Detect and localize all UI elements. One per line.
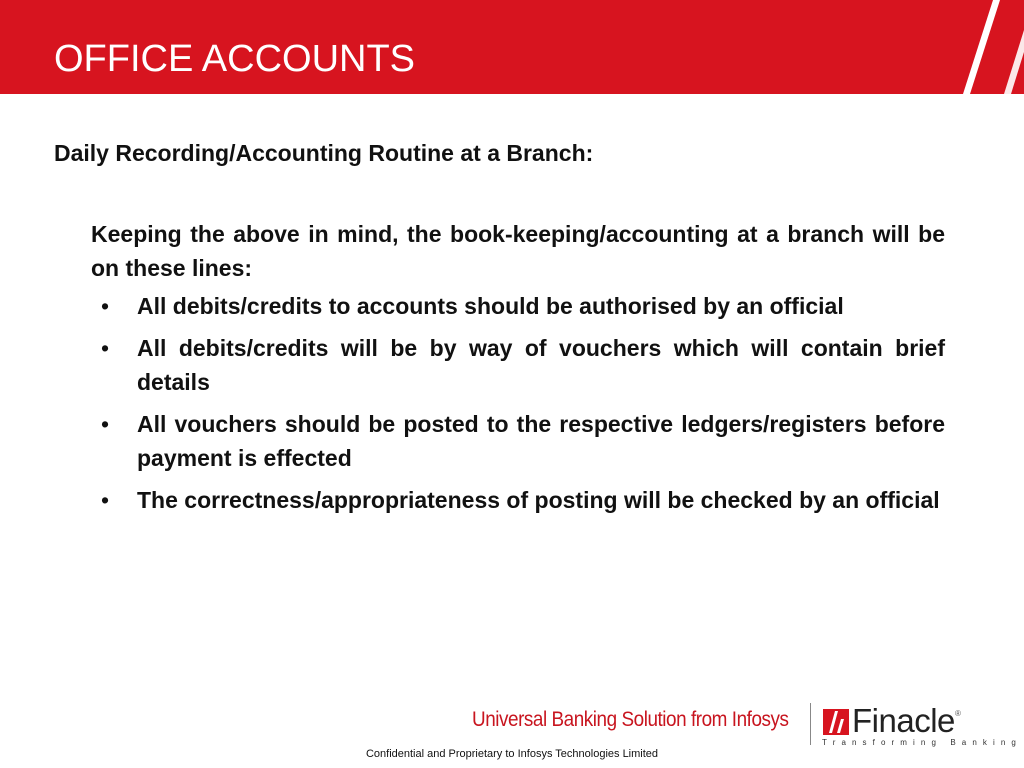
section-heading: Daily Recording/Accounting Routine at a Branch: — [54, 140, 594, 166]
confidential-notice: Confidential and Proprietary to Infosys Technologies Limited — [365, 748, 659, 760]
bullet-icon: • — [101, 293, 110, 319]
bullet-text: All debits/credits will be by way of vouchers which will contain brief details — [137, 335, 945, 395]
slide-body — [91, 217, 945, 525]
list-item — [91, 289, 945, 323]
bullet-icon: • — [101, 411, 110, 437]
bullet-icon: • — [101, 335, 110, 361]
finacle-logo-text: Finacle — [852, 702, 955, 739]
bullet-text: All vouchers should be posted to the respective ledgers/registers before payment is effected — [137, 411, 945, 471]
registered-mark: ® — [955, 709, 961, 718]
intro-paragraph: Keeping the above in mind, the book-keeping/accounting at a branch will be on these lines: — [91, 221, 945, 281]
footer-divider — [810, 703, 811, 745]
list-item — [91, 407, 945, 475]
slide-title: OFFICE ACCOUNTS — [54, 38, 416, 80]
list-item — [91, 331, 945, 399]
bullet-text: All debits/credits to accounts should be authorised by an official — [137, 293, 844, 319]
finacle-logo-icon — [823, 709, 849, 735]
logo-tagline: Transforming Banking — [822, 738, 1022, 747]
list-item — [91, 483, 945, 517]
bullet-text: The correctness/appropriateness of posting will be checked by an official — [137, 487, 940, 513]
bullet-list — [91, 289, 945, 517]
brand-tagline: Universal Banking Solution from Infosys — [472, 708, 789, 731]
bullet-icon: • — [101, 487, 110, 513]
